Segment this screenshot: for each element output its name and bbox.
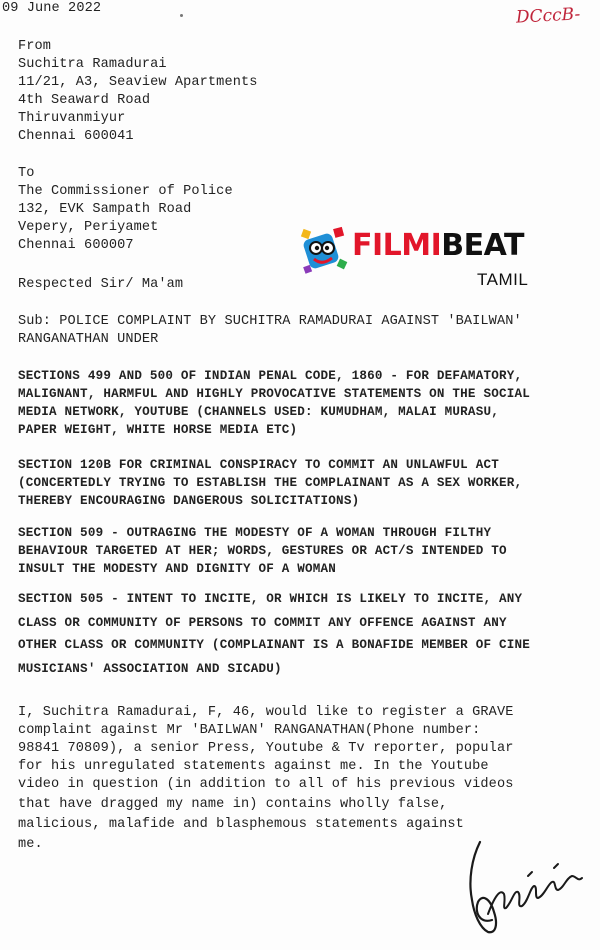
salutation: Respected Sir/ Ma'am	[18, 277, 184, 292]
complaint-body-line: malicious, malafide and blasphemous statements against	[18, 817, 464, 832]
filmibeat-logo-icon	[300, 226, 350, 278]
logo-wordmark-beat: BEAT	[441, 228, 525, 263]
sender-address-line: Chennai 600041	[18, 129, 134, 144]
section-509-text: SECTION 509 - OUTRAGING THE MODESTY OF A WOMAN THROUGH FILTHY	[18, 526, 492, 540]
logo-wordmark-filmi: FILMI	[352, 228, 442, 263]
to-label: To	[18, 166, 35, 181]
logo-wordmark	[352, 228, 524, 263]
recipient-address-line: 132, EVK Sampath Road	[18, 202, 192, 217]
complaint-body-line: I, Suchitra Ramadurai, F, 46, would like to register a GRAVE	[18, 705, 514, 720]
handwritten-annotation: DCccB-	[515, 4, 581, 28]
complaint-body-line: me.	[18, 837, 43, 852]
section-509-text: INSULT THE MODESTY AND DIGNITY OF A WOMAN	[18, 562, 337, 576]
section-499-500-text: MEDIA NETWORK, YOUTUBE (CHANNELS USED: KUMUDHAM, MALAI MURASU,	[18, 405, 499, 419]
sender-address-line: 11/21, A3, Seaview Apartments	[18, 75, 258, 90]
recipient-address-line: Chennai 600007	[18, 238, 134, 253]
section-505-text: OTHER CLASS OR COMMUNITY (COMPLAINANT IS A BONAFIDE MEMBER OF CINE	[18, 638, 530, 652]
complaint-body-line: for his unregulated statements against me. In the Youtube	[18, 759, 489, 774]
complaint-body-line: complaint against Mr 'BAILWAN' RANGANATHAN(Phone number:	[18, 723, 481, 738]
handwritten-signature	[458, 828, 588, 938]
section-505-text: MUSICIANS' ASSOCIATION AND SICADU)	[18, 662, 282, 676]
sender-name: Suchitra Ramadurai	[18, 57, 167, 72]
sender-address-line: 4th Seaward Road	[18, 93, 151, 108]
section-120b-text: THEREBY ENCOURAGING DANGEROUS SOLICITATIONS)	[18, 494, 360, 508]
section-120b-text: SECTION 120B FOR CRIMINAL CONSPIRACY TO COMMIT AN UNLAWFUL ACT	[18, 458, 499, 472]
logo-subtitle: TAMIL	[477, 270, 529, 289]
section-499-500-text: SECTIONS 499 AND 500 OF INDIAN PENAL CODE, 1860 - FOR DEFAMATORY,	[18, 369, 523, 383]
section-505-text: CLASS OR COMMUNITY OF PERSONS TO COMMIT ANY OFFENCE AGAINST ANY	[18, 616, 507, 630]
recipient-address-line: Vepery, Periyamet	[18, 220, 159, 235]
from-label: From	[18, 39, 52, 54]
complaint-body-line: video in question (in addition to all of his previous videos	[18, 777, 514, 792]
filmibeat-watermark-logo	[300, 226, 550, 296]
section-505-text: SECTION 505 - INTENT TO INCITE, OR WHICH IS LIKELY TO INCITE, ANY	[18, 592, 523, 606]
sender-address-line: Thiruvanmiyur	[18, 111, 126, 126]
subject-line: Sub: POLICE COMPLAINT BY SUCHITRA RAMADURAI AGAINST 'BAILWAN'	[18, 314, 522, 329]
recipient-title: The Commissioner of Police	[18, 184, 233, 199]
section-120b-text: (CONCERTEDLY TRYING TO ESTABLISH THE COMPLAINANT AS A SEX WORKER,	[18, 476, 523, 490]
section-509-text: BEHAVIOUR TARGETED AT HER; WORDS, GESTURES OR ACT/S INTENDED TO	[18, 544, 507, 558]
section-499-500-text: MALIGNANT, HARMFUL AND HIGHLY PROVOCATIVE STATEMENTS ON THE SOCIAL	[18, 387, 530, 401]
letter-date: 09 June 2022	[2, 1, 102, 16]
section-499-500-text: PAPER WEIGHT, WHITE HORSE MEDIA ETC)	[18, 423, 298, 437]
complaint-body-line: that have dragged my name in) contains wholly false,	[18, 797, 448, 812]
scan-speck	[180, 14, 183, 17]
subject-line: RANGANATHAN UNDER	[18, 332, 159, 347]
complaint-body-line: 98841 70809), a senior Press, Youtube & Tv reporter, popular	[18, 741, 514, 756]
